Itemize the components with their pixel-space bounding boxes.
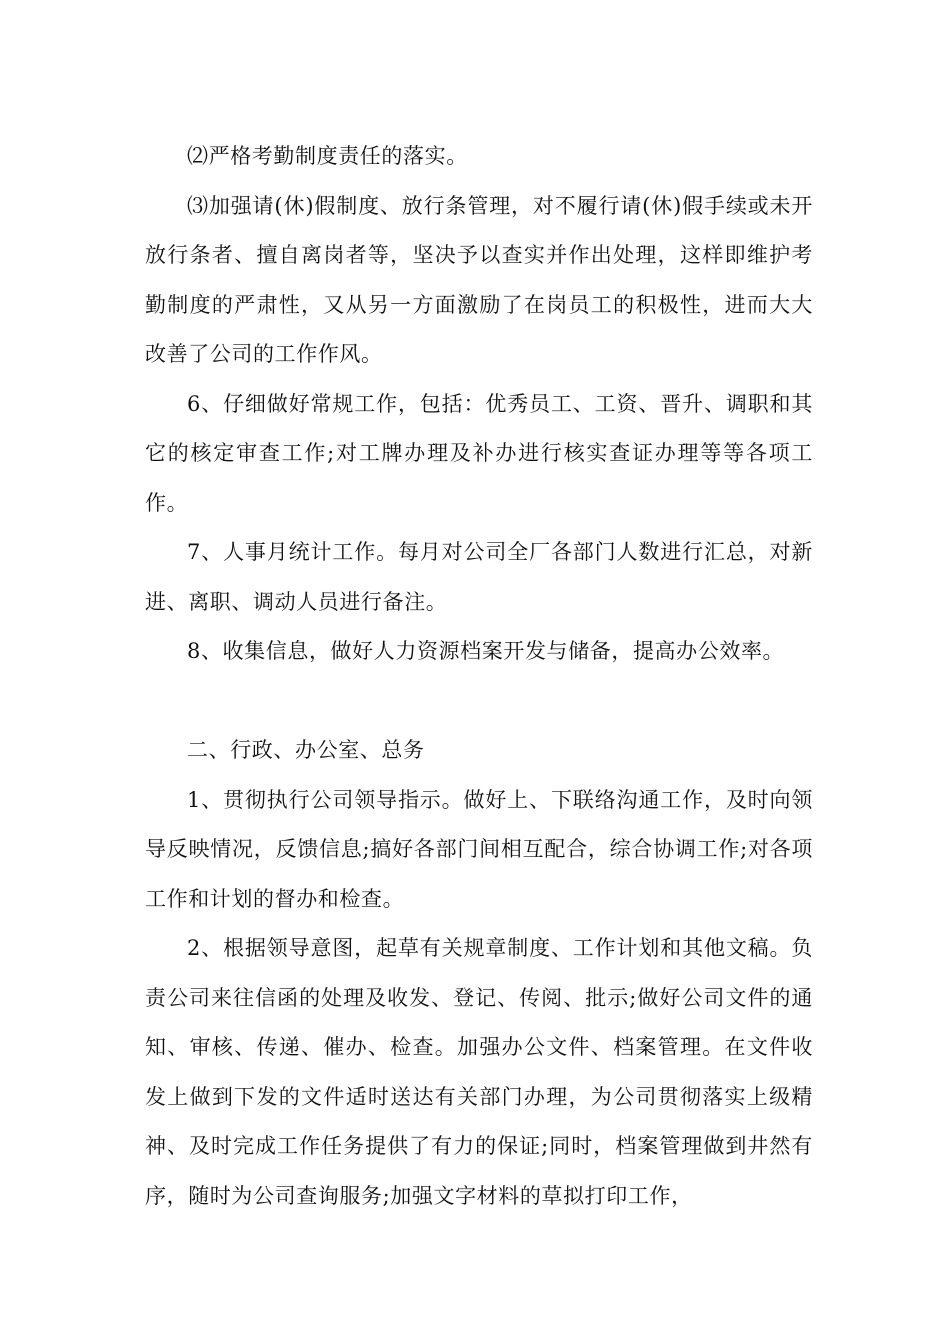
paragraph-drafting-documents: 2、根据领导意图，起草有关规章制度、工作计划和其他文稿。负责公司来往信函的处理及收发、登记、传阅、批示;做好公司文件的通知、审核、传递、催办、检查。加强办公文件、档案管理。在文件收发上做到下发的文件适时送达有关部门办理，为公司贯彻落实上级精神、及时完成工作任务提供了有力的保证;同时，档案管理做到井然有序，随时为公司查询服务;加强文字材料的草拟打印工作， [145,936,813,1208]
section-heading: 二、行政、办公室、总务 [187,738,425,762]
section-spacer [145,677,813,727]
paragraph-leave-management: ⑶加强请(休)假制度、放行条管理，对不履行请(休)假手续或未开放行条者、擅自离岗者等，坚决予以查实并作出处理，这样即维护考勤制度的严肃性，又从另一方面激励了在岗员工的积极性，进而大大改善了公司的工作作风。 [145,193,813,366]
paragraph-monthly-statistics: 7、人事月统计工作。每月对公司全厂各部门人数进行汇总，对新进、离职、调动人员进行备注。 [145,540,813,614]
paragraph-collect-information: 8、收集信息，做好人力资源档案开发与储备，提高办公效率。 [187,639,785,663]
paragraph-routine-work: 6、仔细做好常规工作，包括：优秀员工、工资、晋升、调职和其它的核定审查工作;对工牌办理及补办进行核实查证办理等等各项工作。 [145,391,813,515]
paragraph-leadership-instructions: 1、贯彻执行公司领导指示。做好上、下联络沟通工作，及时向领导反映情况，反馈信息;搞好各部门间相互配合，综合协调工作;对各项工作和计划的督办和检查。 [145,787,813,911]
paragraph-attendance-responsibility: ⑵严格考勤制度责任的落实。 [187,144,468,168]
document-body [145,132,813,1221]
